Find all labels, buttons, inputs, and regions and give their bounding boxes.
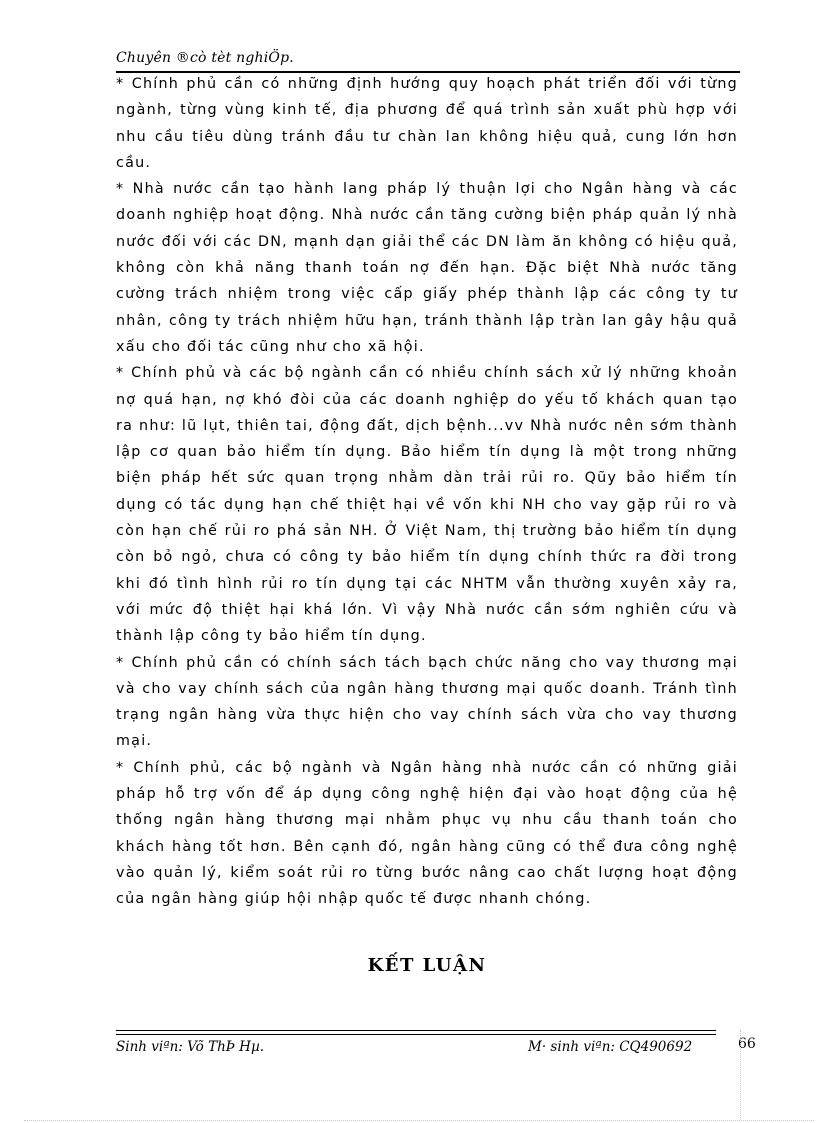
paragraph-1: * Chính phủ cần có những định hướng quy hoạch phát triển đối với từng ngành, từng vùng kinh tế, địa phương để quá trình sản xuất phù hợp với nhu cầu tiêu dùng tránh đầu tư chàn lan không hiệu quả, cung lớn hơn cầu. (116, 76, 738, 171)
paragraph-2: * Nhà nước cần tạo hành lang pháp lý thuận lợi cho Ngân hàng và các doanh nghiệp hoạt động. Nhà nước cần tăng cường biện pháp quản lý nhà nước đối với các DN, mạnh dạn giải thể các DN làm ăn không có hiệu quả, không còn khả năng thanh toán nợ đến hạn. Đặc biệt Nhà nước tăng cường trách nhiệm trong việc cấp giấy phép thành lập các công ty tư nhân, công ty trách nhiệm hữu hạn, tránh thành lập tràn lan gây hậu quả xấu cho đối tác cũng như cho xã hội. (116, 181, 738, 355)
footer-student-name: Sinh viªn: Võ ThÞ Hµ. (116, 1039, 265, 1055)
section-heading: KẾT LUẬN (367, 955, 487, 976)
paragraph-4: * Chính phủ cần có chính sách tách bạch chức năng cho vay thương mại và cho vay chính sách của ngân hàng thương mại quốc doanh. Tránh tình trạng ngân hàng vừa thực hiện cho vay chính sách vừa cho vay thương mại. (116, 654, 738, 750)
body-text (116, 71, 738, 913)
page-margin-guide-vertical (740, 1030, 741, 1120)
footer-divider (116, 1030, 716, 1035)
footer-student-id: M· sinh viªn: CQ490692 (528, 1039, 693, 1055)
page-number: 66 (738, 1036, 756, 1052)
paragraph-5: * Chính phủ, các bộ ngành và Ngân hàng nhà nước cần có những giải pháp hỗ trợ vốn để áp dụng công nghệ hiện đại vào hoạt động của hệ thống ngân hàng thương mại nhằm phục vụ nhu cầu thanh toán cho khách hàng tốt hơn. Bên cạnh đó, ngân hàng cũng có thể đưa công nghệ vào quản lý, kiểm soát rủi ro từng bước nâng cao chất lượng hoạt động của ngân hàng giúp hội nhập quốc tế được nhanh chóng. (116, 759, 738, 908)
paragraph-3: * Chính phủ và các bộ ngành cần có nhiều chính sách xử lý những khoản nợ quá hạn, nợ khó đòi của các doanh nghiệp do yếu tố khách quan tạo ra như: lũ lụt, thiên tai, động đất, dịch bệnh...vv Nhà nước nên sớm thành lập cơ quan bảo hiểm tín dụng. Bảo hiểm tín dụng là một trong những biện pháp hết sức quan trọng nhằm dàn trải rủi ro. Qũy bảo hiểm tín dụng có tác dụng hạn chế thiệt hại về vốn khi NH cho vay gặp rủi ro và còn hạn chế rủi ro phá sản NH. Ở Việt Nam, thị trường bảo hiểm tín dụng còn bỏ ngỏ, chưa có công ty bảo hiểm tín dụng chính thức ra đời trong khi đó tình hình rủi ro tín dụng tại các NHTM vẫn thường xuyên xảy ra, với mức độ thiệt hại khá lớn. Vì vậy Nhà nước cần sớm nghiên cứu và thành lập công ty bảo hiểm tín dụng. (116, 365, 738, 645)
page-margin-guide-horizontal (24, 1120, 814, 1121)
page-header-title: Chuyên ®cò tèt nghiÖp. (116, 50, 294, 66)
